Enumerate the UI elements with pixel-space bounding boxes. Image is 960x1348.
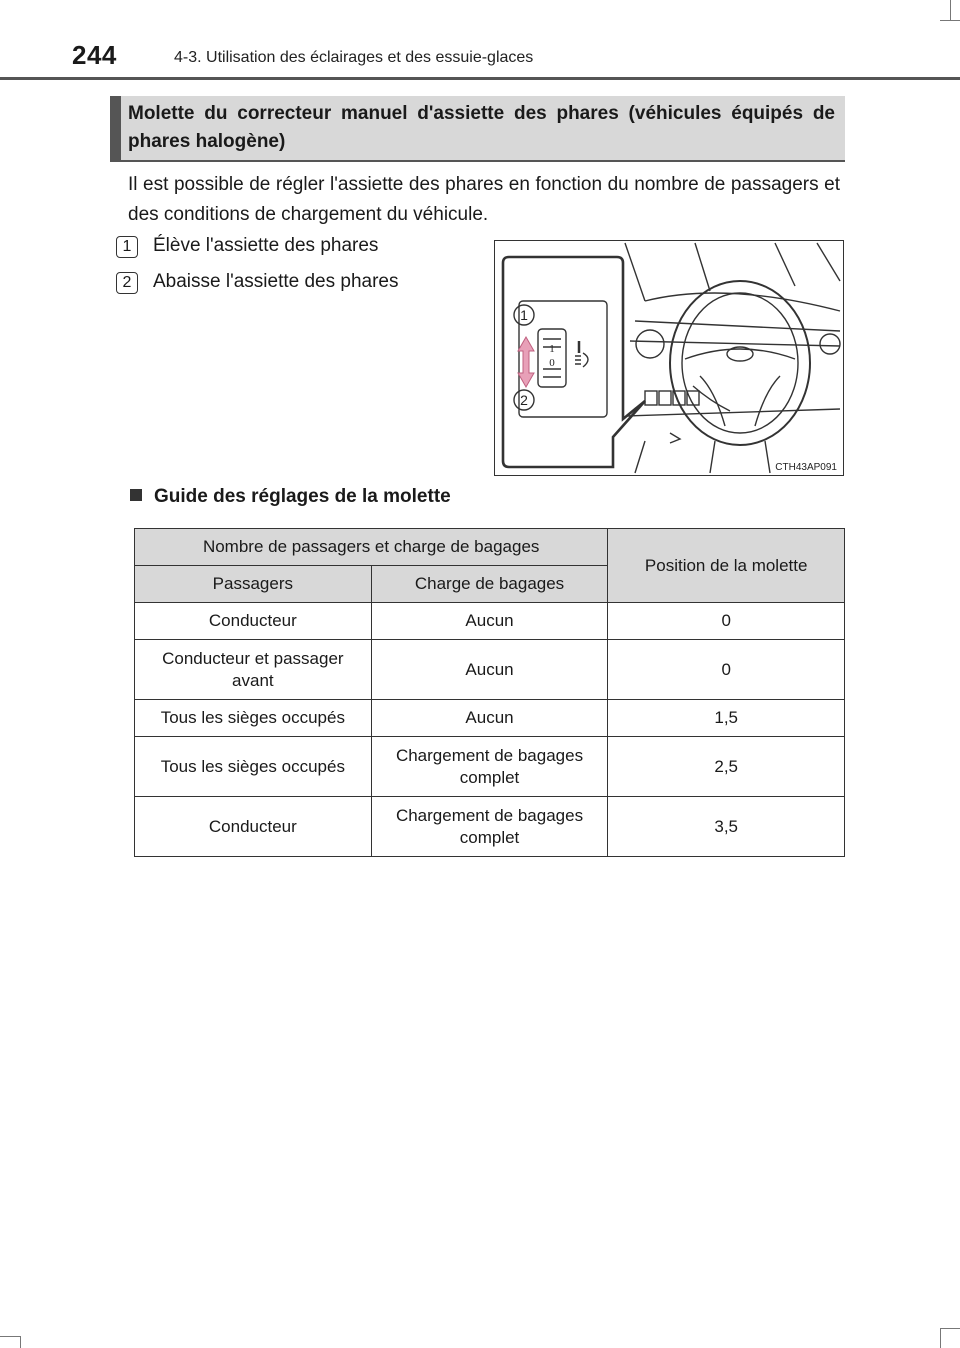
table-row bbox=[135, 797, 845, 857]
cell-load: Aucun bbox=[371, 640, 608, 700]
table-header-position: Position de la molette bbox=[608, 529, 845, 603]
section-title: Molette du correcteur manuel d'assiette des phares (véhicules équipés de phares halogène) bbox=[128, 103, 835, 152]
dial-mark-1: 1 bbox=[549, 343, 555, 355]
list-item-lower: Abaisse l'assiette des phares bbox=[153, 271, 399, 292]
section-heading-bar bbox=[110, 96, 121, 160]
sub-heading bbox=[130, 486, 451, 508]
callout-1-label: 1 bbox=[520, 307, 528, 323]
crop-mark bbox=[0, 1336, 20, 1337]
figure-code: CTH43AP091 bbox=[775, 462, 837, 473]
cell-load: Aucun bbox=[371, 700, 608, 737]
page-number: 244 bbox=[72, 40, 117, 70]
square-bullet-icon bbox=[130, 489, 142, 501]
callout-2-label: 2 bbox=[520, 392, 528, 408]
cell-position: 3,5 bbox=[608, 797, 845, 857]
dashboard-illustration bbox=[494, 240, 844, 476]
table-header-load: Charge de bagages bbox=[371, 566, 608, 603]
dial-mark-0: 0 bbox=[549, 357, 555, 369]
intro-paragraph: Il est possible de régler l'assiette des phares en fonction du nombre de passagers et des conditions de chargement du véhicule. bbox=[128, 174, 840, 225]
table-header-group: Nombre de passagers et charge de bagages bbox=[135, 529, 608, 566]
list-item-raise: Élève l'assiette des phares bbox=[153, 235, 379, 256]
crop-mark bbox=[20, 1336, 21, 1348]
table-row bbox=[135, 640, 845, 700]
headlight-dial-table bbox=[134, 528, 845, 857]
chapter-title: 4-3. Utilisation des éclairages et des essuie-glaces bbox=[174, 49, 534, 66]
cell-position: 0 bbox=[608, 640, 845, 700]
crop-mark bbox=[940, 1328, 941, 1348]
table-header-passengers: Passagers bbox=[135, 566, 372, 603]
cell-passengers: Conducteur bbox=[135, 603, 372, 640]
cell-position: 1,5 bbox=[608, 700, 845, 737]
cell-passengers: Tous les sièges occupés bbox=[135, 700, 372, 737]
cell-load: Chargement de bagages complet bbox=[371, 737, 608, 797]
cell-passengers: Conducteur et passager avant bbox=[135, 640, 372, 700]
list-number-badge: 1 bbox=[116, 236, 138, 258]
cell-passengers: Conducteur bbox=[135, 797, 372, 857]
header-divider bbox=[0, 77, 960, 80]
list-number-badge: 2 bbox=[116, 272, 138, 294]
cell-position: 2,5 bbox=[608, 737, 845, 797]
crop-mark bbox=[950, 0, 951, 20]
cell-load: Aucun bbox=[371, 603, 608, 640]
crop-mark bbox=[940, 20, 960, 21]
cell-load: Chargement de bagages complet bbox=[371, 797, 608, 857]
dashboard-drawing bbox=[495, 241, 843, 475]
cell-position: 0 bbox=[608, 603, 845, 640]
table-row bbox=[135, 737, 845, 797]
cell-passengers: Tous les sièges occupés bbox=[135, 737, 372, 797]
sub-heading-text: Guide des réglages de la molette bbox=[154, 486, 451, 507]
crop-mark bbox=[940, 1328, 960, 1329]
table-row bbox=[135, 603, 845, 640]
table-row bbox=[135, 700, 845, 737]
